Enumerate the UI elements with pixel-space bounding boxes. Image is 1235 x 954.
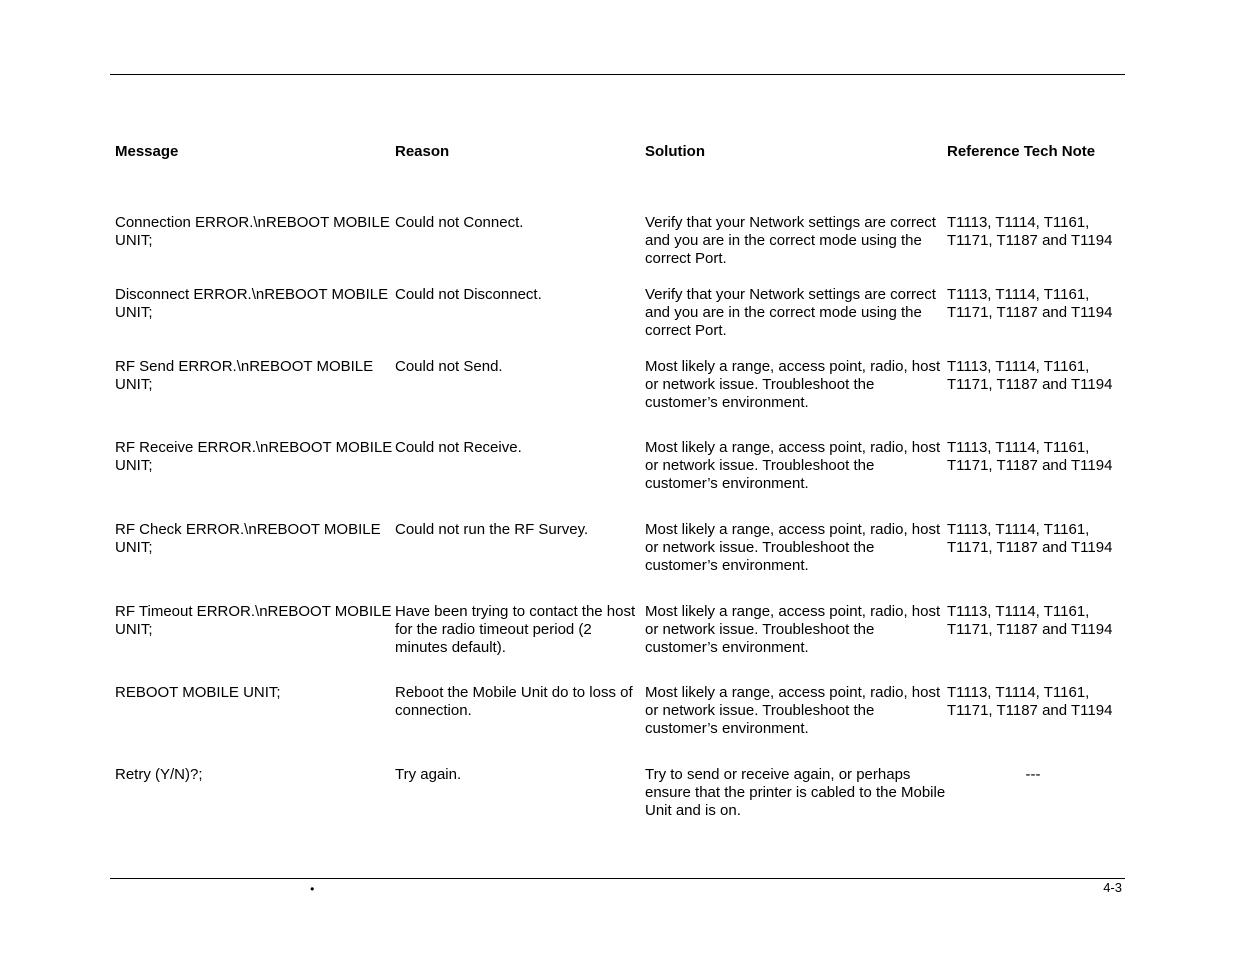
reason-cell: Have been trying to contact the host for the radio timeout period (2 minutes default). [395,603,636,656]
solution-cell: Most likely a range, access point, radio, host or network issue. Troubleshoot the customer’s environment. [645,521,941,574]
reason-cell: Reboot the Mobile Unit do to loss of connection. [395,684,633,719]
table-row [115,286,1125,358]
page-number: 4-3 [1103,880,1122,895]
message-cell: Disconnect ERROR.\nREBOOT MOBILE UNIT; [115,286,389,321]
column-header-message: Message [115,143,179,160]
reason-cell: Could not Send. [395,358,503,375]
reference-cell: --- [1025,766,1041,783]
reference-cell: T1113, T1114, T1161, T1171, T1187 and T1194 [947,286,1113,321]
solution-cell: Try to send or receive again, or perhaps ensure that the printer is cabled to the Mobile Unit and is on. [645,766,946,819]
reference-cell: T1113, T1114, T1161, T1171, T1187 and T1194 [947,214,1113,249]
column-header-reason: Reason [395,143,450,160]
solution-cell: Most likely a range, access point, radio, host or network issue. Troubleshoot the customer’s environment. [645,684,941,737]
message-cell: Retry (Y/N)?; [115,766,203,783]
solution-cell: Verify that your Network settings are correct and you are in the correct mode using the correct Port. [645,286,936,339]
table-row [115,521,1125,603]
reference-cell: T1113, T1114, T1161, T1171, T1187 and T1194 [947,684,1113,719]
column-header-solution: Solution [645,143,705,160]
solution-cell: Most likely a range, access point, radio, host or network issue. Troubleshoot the customer’s environment. [645,358,941,411]
message-cell: RF Check ERROR.\nREBOOT MOBILE UNIT; [115,521,381,556]
solution-cell: Most likely a range, access point, radio, host or network issue. Troubleshoot the customer’s environment. [645,439,941,492]
reference-cell: T1113, T1114, T1161, T1171, T1187 and T1194 [947,439,1113,474]
reason-cell: Could not Disconnect. [395,286,542,303]
footer-bullet: • [310,882,315,896]
table-row [115,603,1125,684]
message-cell: RF Receive ERROR.\nREBOOT MOBILE UNIT; [115,439,393,474]
table-row [115,358,1125,439]
solution-cell: Most likely a range, access point, radio, host or network issue. Troubleshoot the customer’s environment. [645,603,941,656]
message-cell: RF Send ERROR.\nREBOOT MOBILE UNIT; [115,358,374,393]
solution-cell: Verify that your Network settings are correct and you are in the correct mode using the correct Port. [645,214,936,267]
table-row [115,766,1125,826]
header-rule [110,74,1125,75]
message-cell: REBOOT MOBILE UNIT; [115,684,281,701]
message-cell: RF Timeout ERROR.\nREBOOT MOBILE UNIT; [115,603,392,638]
reason-cell: Try again. [395,766,462,783]
error-message-table [115,143,1125,826]
reason-cell: Could not Receive. [395,439,522,456]
footer-rule [110,878,1125,879]
table-row [115,439,1125,521]
table-row [115,684,1125,766]
message-cell: Connection ERROR.\nREBOOT MOBILE UNIT; [115,214,390,249]
table-row [115,214,1125,286]
reference-cell: T1113, T1114, T1161, T1171, T1187 and T1194 [947,358,1113,393]
reference-cell: T1113, T1114, T1161, T1171, T1187 and T1194 [947,521,1113,556]
reference-cell: T1113, T1114, T1161, T1171, T1187 and T1194 [947,603,1113,638]
column-header-reference: Reference Tech Note [947,143,1096,160]
table-header-row [115,143,1125,214]
reason-cell: Could not Connect. [395,214,524,231]
reason-cell: Could not run the RF Survey. [395,521,589,538]
